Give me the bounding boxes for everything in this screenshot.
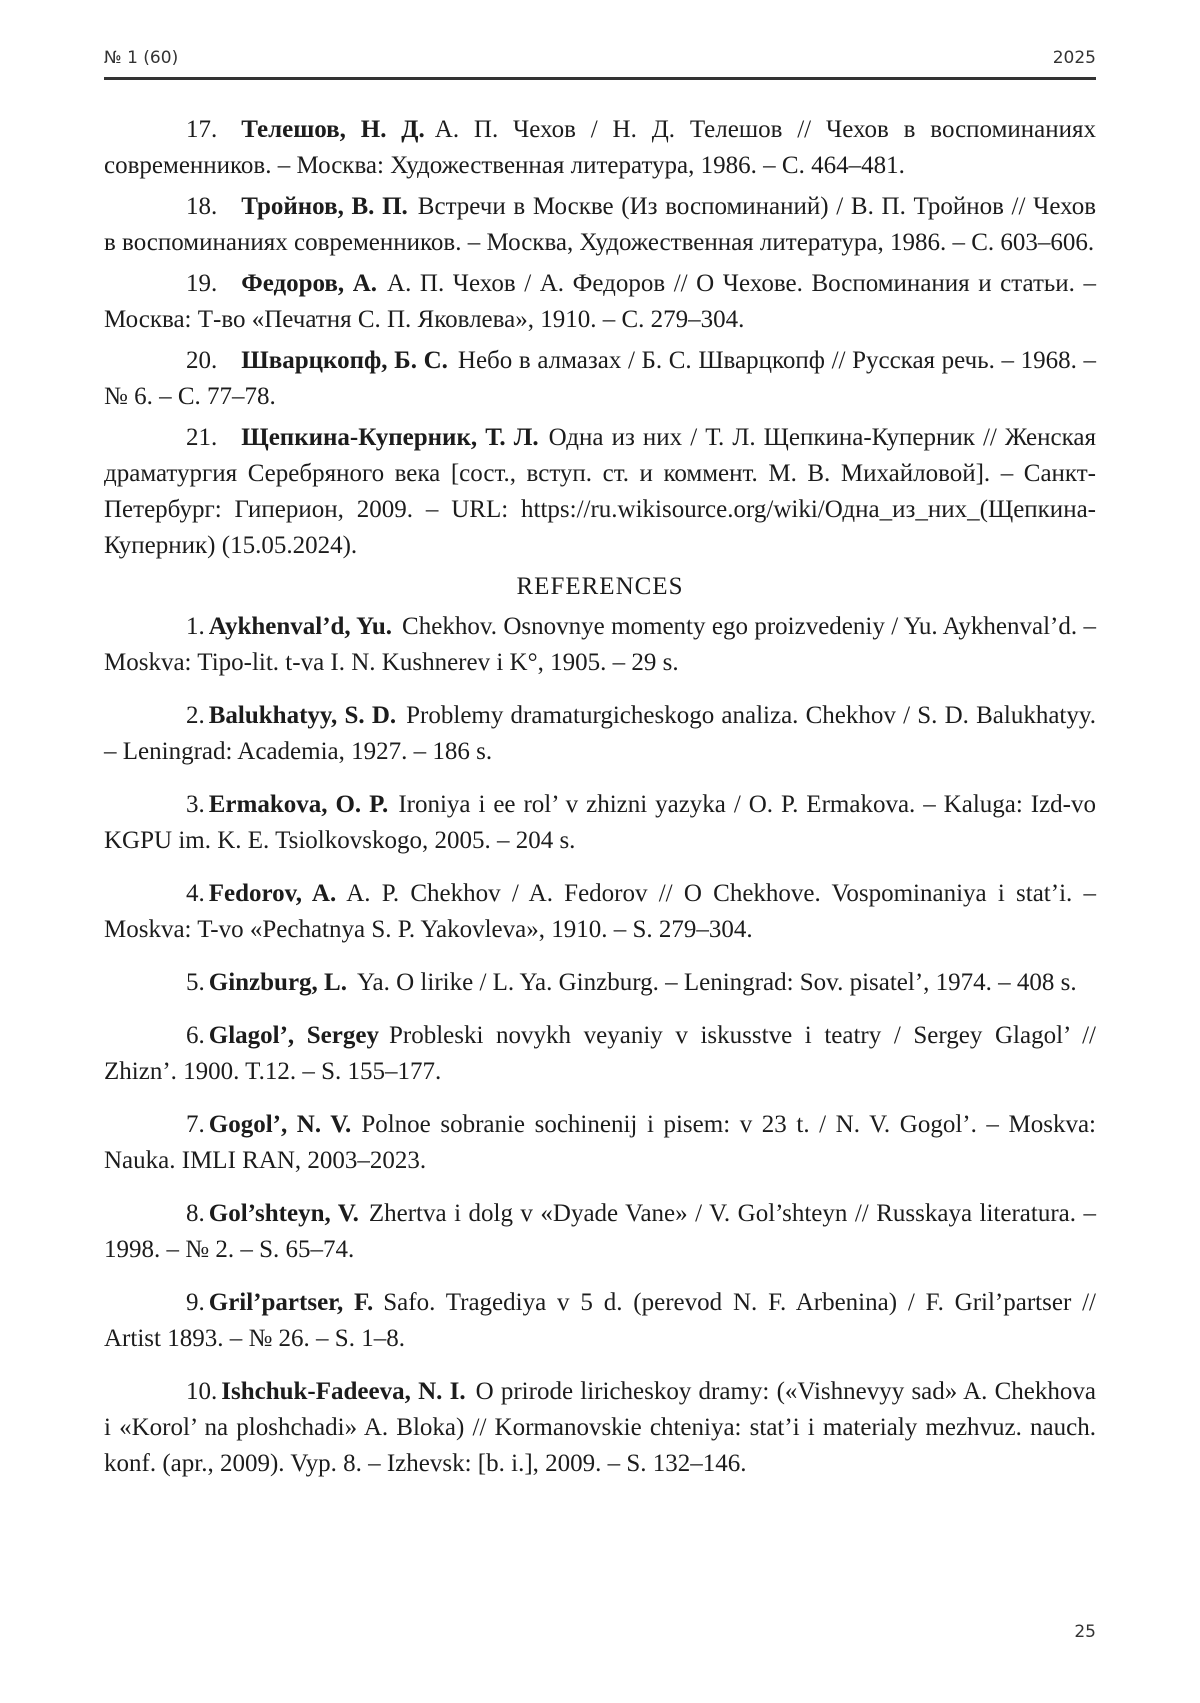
reference-author: Шварцкопф, Б. С. bbox=[241, 347, 448, 374]
reference-author: Glagol’, Sergey bbox=[208, 1022, 379, 1049]
reference-text: Ya. O lirike / L. Ya. Ginzburg. – Leningrad: Sov. pisatel’, 1974. – 408 s. bbox=[356, 969, 1077, 996]
reference-text: A. P. Chekhov / A. Fedorov // O Chekhove. Vospominaniya i stat’i. – Moskva: T-vo «Pechatnya S. P. Yakovleva», 1910. – S. 279–304. bbox=[104, 880, 1096, 943]
reference-number: 9. bbox=[186, 1289, 205, 1316]
reference-text: А. П. Чехов / А. Федоров // О Чехове. Воспоминания и статьи. – Москва: Т-во «Печатня С. П. Яковлева», 1910. – С. 279–304. bbox=[104, 270, 1096, 333]
reference-text: Ironiya i ee rol’ v zhizni yazyka / O. P. Ermakova. – Kaluga: Izd-vo KGPU im. K. E. Tsiolkovskogo, 2005. – 204 s. bbox=[104, 791, 1096, 854]
reference-entry bbox=[104, 1018, 1096, 1090]
reference-author: Щепкина-Куперник, Т. Л. bbox=[241, 424, 539, 451]
russian-reference-list bbox=[104, 112, 1096, 564]
reference-text: Safo. Tragediya v 5 d. (perevod N. F. Arbenina) / F. Gril’partser // Artist 1893. – № 26. – S. 1–8. bbox=[104, 1289, 1096, 1352]
reference-text: Встречи в Москве (Из воспоминаний) / В. П. Тройнов // Чехов в воспоминаниях современников. – Москва, Художественная литература, 1986. – С. 603–606. bbox=[104, 193, 1096, 256]
reference-author: Aykhenval’d, Yu. bbox=[208, 613, 393, 640]
reference-number: 2. bbox=[186, 702, 205, 729]
reference-entry bbox=[104, 420, 1096, 564]
publication-year: 2025 bbox=[1052, 48, 1096, 68]
reference-entry bbox=[104, 698, 1096, 770]
page-content bbox=[104, 112, 1096, 1499]
reference-entry bbox=[104, 1374, 1096, 1482]
reference-author: Ermakova, O. P. bbox=[208, 791, 389, 818]
reference-entry bbox=[104, 1285, 1096, 1357]
page-number: 25 bbox=[1074, 1622, 1096, 1642]
english-reference-list bbox=[104, 609, 1096, 1482]
reference-entry bbox=[104, 787, 1096, 859]
reference-text: Problemy dramaturgicheskogo analiza. Chekhov / S. D. Balukhatyy. – Leningrad: Academia, 1927. – 186 s. bbox=[104, 702, 1096, 765]
reference-text: Одна из них / Т. Л. Щепкина-Куперник // Женская драматургия Серебряного века [сост., вступ. ст. и коммент. М. В. Михайловой]. – Санкт-Петербург: Гиперион, 2009. – URL: https://ru.wikisource.org/wiki/Одна_из_них_(Щепкина-Куперник) (15.05.2024). bbox=[104, 424, 1096, 559]
reference-entry bbox=[104, 1196, 1096, 1268]
reference-number: 10. bbox=[186, 1378, 218, 1405]
references-heading: REFERENCES bbox=[516, 573, 684, 600]
reference-text: А. П. Чехов / Н. Д. Телешов // Чехов в воспоминаниях современников. – Москва: Художественная литература, 1986. – С. 464–481. bbox=[104, 116, 1096, 179]
reference-text: Polnoe sobranie sochinenij i pisem: v 23 t. / N. V. Gogol’. – Moskva: Nauka. IMLI RAN, 2003–2023. bbox=[104, 1111, 1096, 1174]
reference-text: Chekhov. Osnovnye momenty ego proizvedeniy / Yu. Aykhenval’d. – Moskva: Tipo-lit. t-va I. N. Kushnerev i K°, 1905. – 29 s. bbox=[104, 613, 1096, 676]
header-rule bbox=[104, 77, 1096, 80]
reference-number: 4. bbox=[186, 880, 205, 907]
reference-entry bbox=[104, 965, 1096, 1001]
reference-entry bbox=[104, 189, 1096, 261]
reference-author: Телешов, Н. Д. bbox=[241, 116, 425, 143]
reference-number: 21. bbox=[186, 424, 218, 451]
reference-text: Probleski novykh veyaniy v iskusstve i teatry / Sergey Glagol’ // Zhizn’. 1900. T.12. – S. 155–177. bbox=[104, 1022, 1096, 1085]
running-header bbox=[104, 48, 1096, 78]
reference-number: 18. bbox=[186, 193, 218, 220]
reference-author: Gogol’, N. V. bbox=[208, 1111, 352, 1138]
reference-number: 17. bbox=[186, 116, 218, 143]
reference-author: Ishchuk-Fadeeva, N. I. bbox=[221, 1378, 466, 1405]
reference-text: Небо в алмазах / Б. С. Шварцкопф // Русская речь. – 1968. – № 6. – С. 77–78. bbox=[104, 347, 1096, 410]
reference-author: Тройнов, В. П. bbox=[241, 193, 408, 220]
reference-entry bbox=[104, 266, 1096, 338]
reference-number: 1. bbox=[186, 613, 205, 640]
reference-author: Ginzburg, L. bbox=[208, 969, 347, 996]
reference-author: Balukhatyy, S. D. bbox=[208, 702, 397, 729]
reference-entry bbox=[104, 876, 1096, 948]
reference-entry bbox=[104, 112, 1096, 184]
reference-entry bbox=[104, 609, 1096, 681]
reference-number: 8. bbox=[186, 1200, 205, 1227]
reference-author: Gol’shteyn, V. bbox=[208, 1200, 359, 1227]
reference-number: 3. bbox=[186, 791, 205, 818]
reference-number: 6. bbox=[186, 1022, 205, 1049]
reference-author: Федоров, А. bbox=[241, 270, 378, 297]
reference-author: Gril’partser, F. bbox=[208, 1289, 374, 1316]
reference-number: 7. bbox=[186, 1111, 205, 1138]
reference-author: Fedorov, A. bbox=[208, 880, 337, 907]
reference-entry bbox=[104, 343, 1096, 415]
reference-number: 20. bbox=[186, 347, 218, 374]
reference-number: 5. bbox=[186, 969, 205, 996]
reference-number: 19. bbox=[186, 270, 218, 297]
reference-text: Zhertva i dolg v «Dyade Vane» / V. Gol’shteyn // Russkaya literatura. – 1998. – № 2. – S. 65–74. bbox=[104, 1200, 1096, 1263]
reference-entry bbox=[104, 1107, 1096, 1179]
issue-number: № 1 (60) bbox=[104, 48, 179, 68]
reference-text: O prirode liricheskoy dramy: («Vishnevyy sad» A. Chekhova i «Korol’ na ploshchadi» A. Bloka) // Kormanovskie chteniya: stat’i i materialy mezhvuz. nauch. konf. (apr., 2009). Vyp. 8. – Izhevsk: [b. i.], 2009. – S. 132–146. bbox=[104, 1378, 1096, 1477]
